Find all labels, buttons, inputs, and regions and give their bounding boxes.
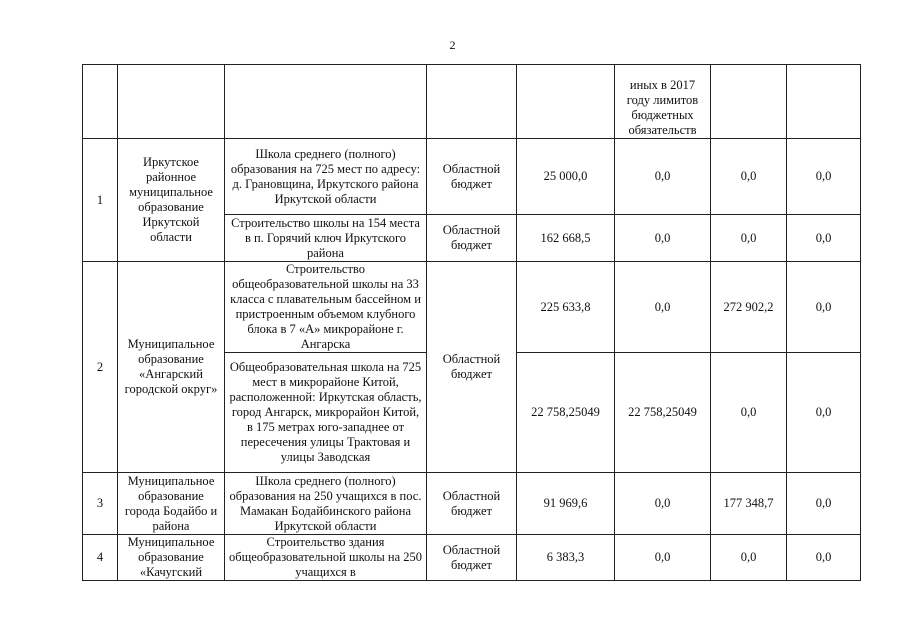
object-cell: Школа среднего (полного) образования на 725 мест по адресу: д. Грановщина, Иркутского района Иркутской области	[225, 139, 427, 215]
municipality-cell: Муниципальное образование «Ангарский городской округ»	[118, 262, 225, 473]
value-cell-1: 6 383,3	[517, 535, 615, 581]
table-row	[83, 262, 861, 353]
municipality-cell: Иркутское районное муниципальное образование Иркутской области	[118, 139, 225, 262]
value-cell-1: 91 969,6	[517, 473, 615, 535]
value-cell-4: 0,0	[787, 353, 861, 473]
value-cell-4: 0,0	[787, 535, 861, 581]
header-cell-3	[225, 65, 427, 139]
value-cell-3: 177 348,7	[711, 473, 787, 535]
funding-source-cell: Областной бюджет	[427, 262, 517, 473]
header-cell-8	[787, 65, 861, 139]
budget-table	[82, 64, 861, 581]
value-cell-4: 0,0	[787, 262, 861, 353]
value-cell-3: 0,0	[711, 353, 787, 473]
row-number: 1	[83, 139, 118, 262]
value-cell-4: 0,0	[787, 215, 861, 262]
object-cell: Строительство школы на 154 места в п. Горячий ключ Иркутского района	[225, 215, 427, 262]
value-cell-4: 0,0	[787, 139, 861, 215]
row-number: 4	[83, 535, 118, 581]
object-cell: Строительство общеобразовательной школы на 33 класса с плавательным бассейном и пристроенным объемом клубного блока в 7 «А» микрорайоне г. Ангарска	[225, 262, 427, 353]
value-cell-3: 272 902,2	[711, 262, 787, 353]
value-cell-3: 0,0	[711, 215, 787, 262]
funding-source-cell: Областной бюджет	[427, 473, 517, 535]
value-cell-3: 0,0	[711, 535, 787, 581]
value-cell-2: 0,0	[615, 535, 711, 581]
value-cell-2: 0,0	[615, 262, 711, 353]
header-cell-5	[517, 65, 615, 139]
table-row	[83, 139, 861, 215]
municipality-cell	[118, 535, 225, 581]
municipality-text: Муниципальное образование «Качугский	[127, 535, 215, 579]
object-cell: Школа среднего (полного) образования на 250 учащихся в пос. Мамакан Бодайбинского района Иркутской области	[225, 473, 427, 535]
funding-source-cell: Областной бюджет	[427, 535, 517, 581]
funding-source-cell: Областной бюджет	[427, 139, 517, 215]
header-cell-6: иных в 2017 году лимитов бюджетных обязательств	[615, 65, 711, 139]
funding-source-cell: Областной бюджет	[427, 215, 517, 262]
table-row	[83, 473, 861, 535]
value-cell-1: 162 668,5	[517, 215, 615, 262]
value-cell-2: 0,0	[615, 139, 711, 215]
row-number: 2	[83, 262, 118, 473]
value-cell-2: 0,0	[615, 473, 711, 535]
value-cell-4: 0,0	[787, 473, 861, 535]
table-header-row	[83, 65, 861, 139]
value-cell-2: 22 758,25049	[615, 353, 711, 473]
page-number: 2	[449, 38, 456, 52]
value-cell-3: 0,0	[711, 139, 787, 215]
object-cell	[225, 535, 427, 581]
object-cell: Общеобразовательная школа на 725 мест в микрорайоне Китой, расположенной: Иркутская область, город Ангарск, микрорайон Китой, в 175 метрах юго-западнее от пересечения улицы Трактовая и улицы Заводская	[225, 353, 427, 473]
object-text: Строительство здания общеобразовательной школы на 250 учащихся в	[229, 535, 422, 579]
row-number: 3	[83, 473, 118, 535]
value-cell-2: 0,0	[615, 215, 711, 262]
value-cell-1: 22 758,25049	[517, 353, 615, 473]
header-cell-4	[427, 65, 517, 139]
header-cell-7	[711, 65, 787, 139]
value-cell-1: 225 633,8	[517, 262, 615, 353]
header-cell-2	[118, 65, 225, 139]
table-row	[83, 535, 861, 581]
value-cell-1: 25 000,0	[517, 139, 615, 215]
header-cell-1	[83, 65, 118, 139]
municipality-cell: Муниципальное образование города Бодайбо и района	[118, 473, 225, 535]
